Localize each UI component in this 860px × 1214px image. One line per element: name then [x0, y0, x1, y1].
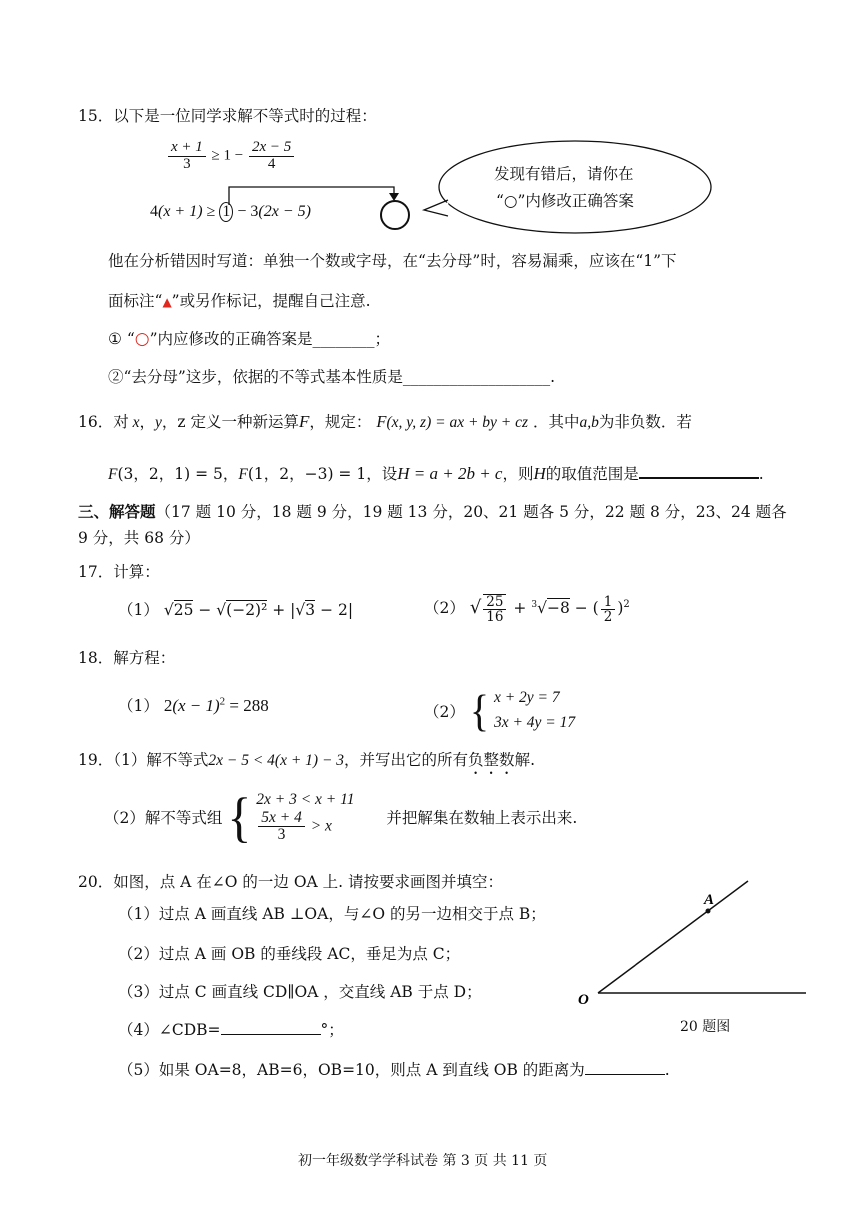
- q20-step5: （5）如果 OA=8，AB=6，OB=10，则点 A 到直线 OB 的距离为 .: [118, 1061, 670, 1079]
- q20-step4: （4）∠CDB= °；: [118, 1021, 344, 1039]
- q18-part1: （1） $2(x - 1)^2 = 288$: [118, 695, 269, 715]
- emphasis-negative-integer: 负整数: [468, 751, 515, 769]
- callout-line1: 发现有错后，请你在: [494, 165, 634, 183]
- red-circle-icon: ○: [134, 329, 150, 349]
- page-footer: 初一年级数学学科试卷 第 3 页 共 11 页: [298, 1153, 548, 1169]
- section3-title: 三、解答题: [78, 502, 156, 521]
- q20-step3: （3）过点 C 画直线 CD∥OA ，交直线 AB 于点 D；: [118, 983, 482, 1001]
- circled-one: 1: [219, 202, 233, 222]
- label-A: A: [704, 892, 715, 908]
- callout-bubble: [439, 141, 711, 233]
- q15-inequality-line2: 4(x + 1) ≥ 1 − 3(2x − 5): [150, 203, 311, 220]
- q19-part2: （2）解不等式组 { 2x + 3 < x + 11 $\frac{5x + 4}{3}$ > x 并把解集在数轴上表示出来.: [104, 786, 578, 848]
- q17-part1: （1） √25 − √(−2)² + |√3 − 2|: [118, 601, 354, 619]
- q15-analysis-line1: 他在分析错因时写道：单独一个数或字母，在“去分母”时，容易漏乘，应该在“1”下: [108, 252, 677, 270]
- red-triangle-icon: ▲: [162, 295, 172, 309]
- section3-heading: 三、解答题（17 题 10 分，18 题 9 分，19 题 13 分，20、21 题各 5 分，22 题 8 分，23、24 题各: [78, 502, 787, 521]
- q15-number: 15．: [78, 107, 114, 125]
- q15-text: 以下是一位同学求解不等式时的过程：: [113, 107, 377, 125]
- answer-circle: [381, 201, 409, 229]
- q15-sub2: ②“去分母”这步，依据的不等式基本性质是___________________.: [108, 368, 556, 386]
- q18-part2: （2） { x + 2y = 7 3x + 4y = 17: [424, 685, 576, 735]
- q16-line2: F(3，2，1) = 5，F(1，2，−3) = 1，设H = a + 2b + c，则H的取值范围是 .: [108, 464, 764, 483]
- q20-figure: [560, 870, 820, 1020]
- figure-caption: 20 题图: [680, 1019, 731, 1035]
- q15-inequality-line1: $\frac{x + 1}{3}$ ≥ 1 − $\frac{2x - 5}{4}$: [166, 140, 296, 173]
- q17-part2: （2） √ $\frac{25}{16}$ + $^3$√−8 − ( $\frac{1}{2}$ )$^2$: [424, 593, 630, 626]
- point-A: [706, 909, 711, 914]
- q20-step1: （1）过点 A 画直线 AB ⊥OA，与∠O 的另一边相交于点 B；: [118, 905, 546, 923]
- q16-line1: 16．对 x，y，z 定义一种新运算F，规定： F(x, y, z) = ax + by + cz ．其中a,b为非负数．若: [78, 412, 692, 431]
- q20-stem: 20．如图，点 A 在∠O 的一边 OA 上. 请按要求画图并填空：: [78, 873, 504, 891]
- ray-OA: [598, 881, 748, 993]
- q20-step2: （2）过点 A 画 OB 的垂线段 AC，垂足为点 C；: [118, 945, 461, 963]
- q15-sub1: ① “○”内应修改的正确答案是________；: [108, 329, 391, 349]
- q17-stem: 17．计算：: [78, 563, 160, 581]
- q15-analysis-line2: 面标注“▲”或另作标记，提醒自己注意.: [108, 292, 371, 310]
- q19-part1: 19．（1）解不等式2x − 5 < 4(x + 1) − 3，并写出它的所有负整数解.: [78, 751, 535, 769]
- q18-stem: 18．解方程：: [78, 649, 176, 667]
- callout-line2: “○”内修改正确答案: [496, 192, 634, 210]
- section3-note-line2: 9 分，共 68 分）: [78, 529, 200, 547]
- label-O: O: [578, 992, 589, 1008]
